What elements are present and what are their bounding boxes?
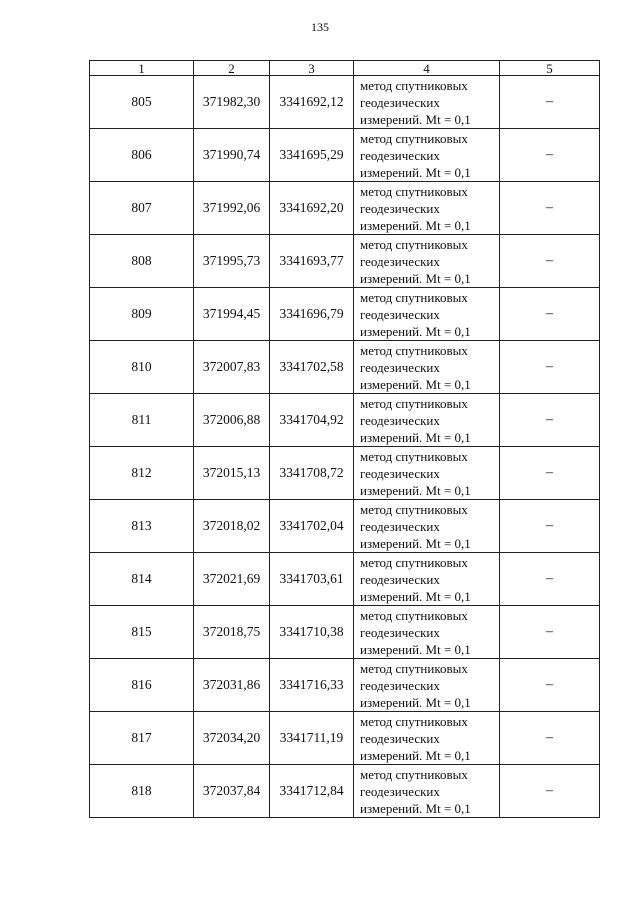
method-line: метод спутниковых <box>360 183 468 199</box>
point-number-cell: 818 <box>90 765 194 818</box>
method-line: геодезических <box>360 465 440 481</box>
point-number-cell: 810 <box>90 341 194 394</box>
method-line: геодезических <box>360 94 440 110</box>
point-number-cell: 809 <box>90 288 194 341</box>
method-cell <box>354 129 500 182</box>
method-line: геодезических <box>360 253 440 269</box>
method-cell <box>354 447 500 500</box>
y-coordinate-cell: 3341711,19 <box>270 712 354 765</box>
note-cell: – <box>500 341 600 394</box>
method-line: геодезических <box>360 412 440 428</box>
point-number-cell: 808 <box>90 235 194 288</box>
method-line: геодезических <box>360 359 440 375</box>
method-cell <box>354 394 500 447</box>
method-line: геодезических <box>360 624 440 640</box>
method-line: геодезических <box>360 200 440 216</box>
method-cell <box>354 606 500 659</box>
note-cell: – <box>500 288 600 341</box>
y-coordinate-cell: 3341710,38 <box>270 606 354 659</box>
point-number-cell: 815 <box>90 606 194 659</box>
method-line: метод спутниковых <box>360 501 468 517</box>
method-line: измерений. Mt = 0,1 <box>360 694 471 710</box>
method-line: метод спутниковых <box>360 130 468 146</box>
method-line: метод спутниковых <box>360 607 468 623</box>
method-line: измерений. Mt = 0,1 <box>360 323 471 339</box>
x-coordinate-cell: 372015,13 <box>194 447 270 500</box>
method-line: измерений. Mt = 0,1 <box>360 164 471 180</box>
method-line: измерений. Mt = 0,1 <box>360 588 471 604</box>
method-line: метод спутниковых <box>360 236 468 252</box>
method-cell <box>354 712 500 765</box>
method-line: измерений. Mt = 0,1 <box>360 429 471 445</box>
method-line: метод спутниковых <box>360 713 468 729</box>
point-number-cell: 814 <box>90 553 194 606</box>
note-cell: – <box>500 394 600 447</box>
note-cell: – <box>500 712 600 765</box>
method-line: измерений. Mt = 0,1 <box>360 217 471 233</box>
table-row <box>90 182 600 235</box>
method-cell <box>354 288 500 341</box>
method-cell <box>354 182 500 235</box>
y-coordinate-cell: 3341692,20 <box>270 182 354 235</box>
note-cell: – <box>500 765 600 818</box>
method-cell <box>354 76 500 129</box>
method-line: метод спутниковых <box>360 342 468 358</box>
method-cell <box>354 659 500 712</box>
x-coordinate-cell: 371994,45 <box>194 288 270 341</box>
note-cell: – <box>500 553 600 606</box>
point-number-cell: 816 <box>90 659 194 712</box>
x-coordinate-cell: 372018,75 <box>194 606 270 659</box>
table-row <box>90 76 600 129</box>
table-row <box>90 394 600 447</box>
note-cell: – <box>500 659 600 712</box>
x-coordinate-cell: 372034,20 <box>194 712 270 765</box>
column-header-2: 2 <box>194 61 270 76</box>
method-line: метод спутниковых <box>360 289 468 305</box>
y-coordinate-cell: 3341704,92 <box>270 394 354 447</box>
method-line: метод спутниковых <box>360 395 468 411</box>
method-line: геодезических <box>360 783 440 799</box>
point-number-cell: 813 <box>90 500 194 553</box>
y-coordinate-cell: 3341692,12 <box>270 76 354 129</box>
table-row <box>90 129 600 182</box>
method-line: метод спутниковых <box>360 77 468 93</box>
method-line: геодезических <box>360 147 440 163</box>
y-coordinate-cell: 3341712,84 <box>270 765 354 818</box>
x-coordinate-cell: 371995,73 <box>194 235 270 288</box>
table-row <box>90 765 600 818</box>
table-row <box>90 659 600 712</box>
x-coordinate-cell: 372018,02 <box>194 500 270 553</box>
y-coordinate-cell: 3341703,61 <box>270 553 354 606</box>
method-line: метод спутниковых <box>360 766 468 782</box>
y-coordinate-cell: 3341695,29 <box>270 129 354 182</box>
table-row <box>90 553 600 606</box>
y-coordinate-cell: 3341708,72 <box>270 447 354 500</box>
table-row <box>90 447 600 500</box>
method-line: геодезических <box>360 306 440 322</box>
note-cell: – <box>500 129 600 182</box>
x-coordinate-cell: 371982,30 <box>194 76 270 129</box>
y-coordinate-cell: 3341702,58 <box>270 341 354 394</box>
method-cell <box>354 553 500 606</box>
method-line: метод спутниковых <box>360 660 468 676</box>
x-coordinate-cell: 372006,88 <box>194 394 270 447</box>
table-header-row <box>90 61 600 76</box>
method-line: метод спутниковых <box>360 554 468 570</box>
method-line: измерений. Mt = 0,1 <box>360 482 471 498</box>
column-header-3: 3 <box>270 61 354 76</box>
y-coordinate-cell: 3341702,04 <box>270 500 354 553</box>
point-number-cell: 811 <box>90 394 194 447</box>
x-coordinate-cell: 371990,74 <box>194 129 270 182</box>
method-line: измерений. Mt = 0,1 <box>360 800 471 816</box>
table-row <box>90 288 600 341</box>
x-coordinate-cell: 372031,86 <box>194 659 270 712</box>
y-coordinate-cell: 3341693,77 <box>270 235 354 288</box>
point-number-cell: 812 <box>90 447 194 500</box>
method-line: измерений. Mt = 0,1 <box>360 270 471 286</box>
method-line: геодезических <box>360 518 440 534</box>
table-row <box>90 341 600 394</box>
y-coordinate-cell: 3341716,33 <box>270 659 354 712</box>
note-cell: – <box>500 447 600 500</box>
method-cell <box>354 765 500 818</box>
point-number-cell: 817 <box>90 712 194 765</box>
table-row <box>90 606 600 659</box>
method-cell <box>354 341 500 394</box>
column-header-4: 4 <box>354 61 500 76</box>
page-number: 135 <box>311 20 329 34</box>
point-number-cell: 806 <box>90 129 194 182</box>
method-cell <box>354 235 500 288</box>
method-line: геодезических <box>360 571 440 587</box>
method-line: геодезических <box>360 730 440 746</box>
table-row <box>90 500 600 553</box>
method-line: геодезических <box>360 677 440 693</box>
method-line: измерений. Mt = 0,1 <box>360 535 471 551</box>
note-cell: – <box>500 76 600 129</box>
note-cell: – <box>500 606 600 659</box>
x-coordinate-cell: 372037,84 <box>194 765 270 818</box>
method-cell <box>354 500 500 553</box>
method-line: измерений. Mt = 0,1 <box>360 111 471 127</box>
method-line: метод спутниковых <box>360 448 468 464</box>
point-number-cell: 805 <box>90 76 194 129</box>
method-line: измерений. Mt = 0,1 <box>360 376 471 392</box>
point-number-cell: 807 <box>90 182 194 235</box>
method-line: измерений. Mt = 0,1 <box>360 747 471 763</box>
column-header-5: 5 <box>500 61 600 76</box>
column-header-1: 1 <box>90 61 194 76</box>
x-coordinate-cell: 372007,83 <box>194 341 270 394</box>
y-coordinate-cell: 3341696,79 <box>270 288 354 341</box>
table-row <box>90 712 600 765</box>
x-coordinate-cell: 372021,69 <box>194 553 270 606</box>
method-line: измерений. Mt = 0,1 <box>360 641 471 657</box>
coordinates-table <box>89 60 600 818</box>
x-coordinate-cell: 371992,06 <box>194 182 270 235</box>
note-cell: – <box>500 500 600 553</box>
note-cell: – <box>500 182 600 235</box>
table-row <box>90 235 600 288</box>
note-cell: – <box>500 235 600 288</box>
